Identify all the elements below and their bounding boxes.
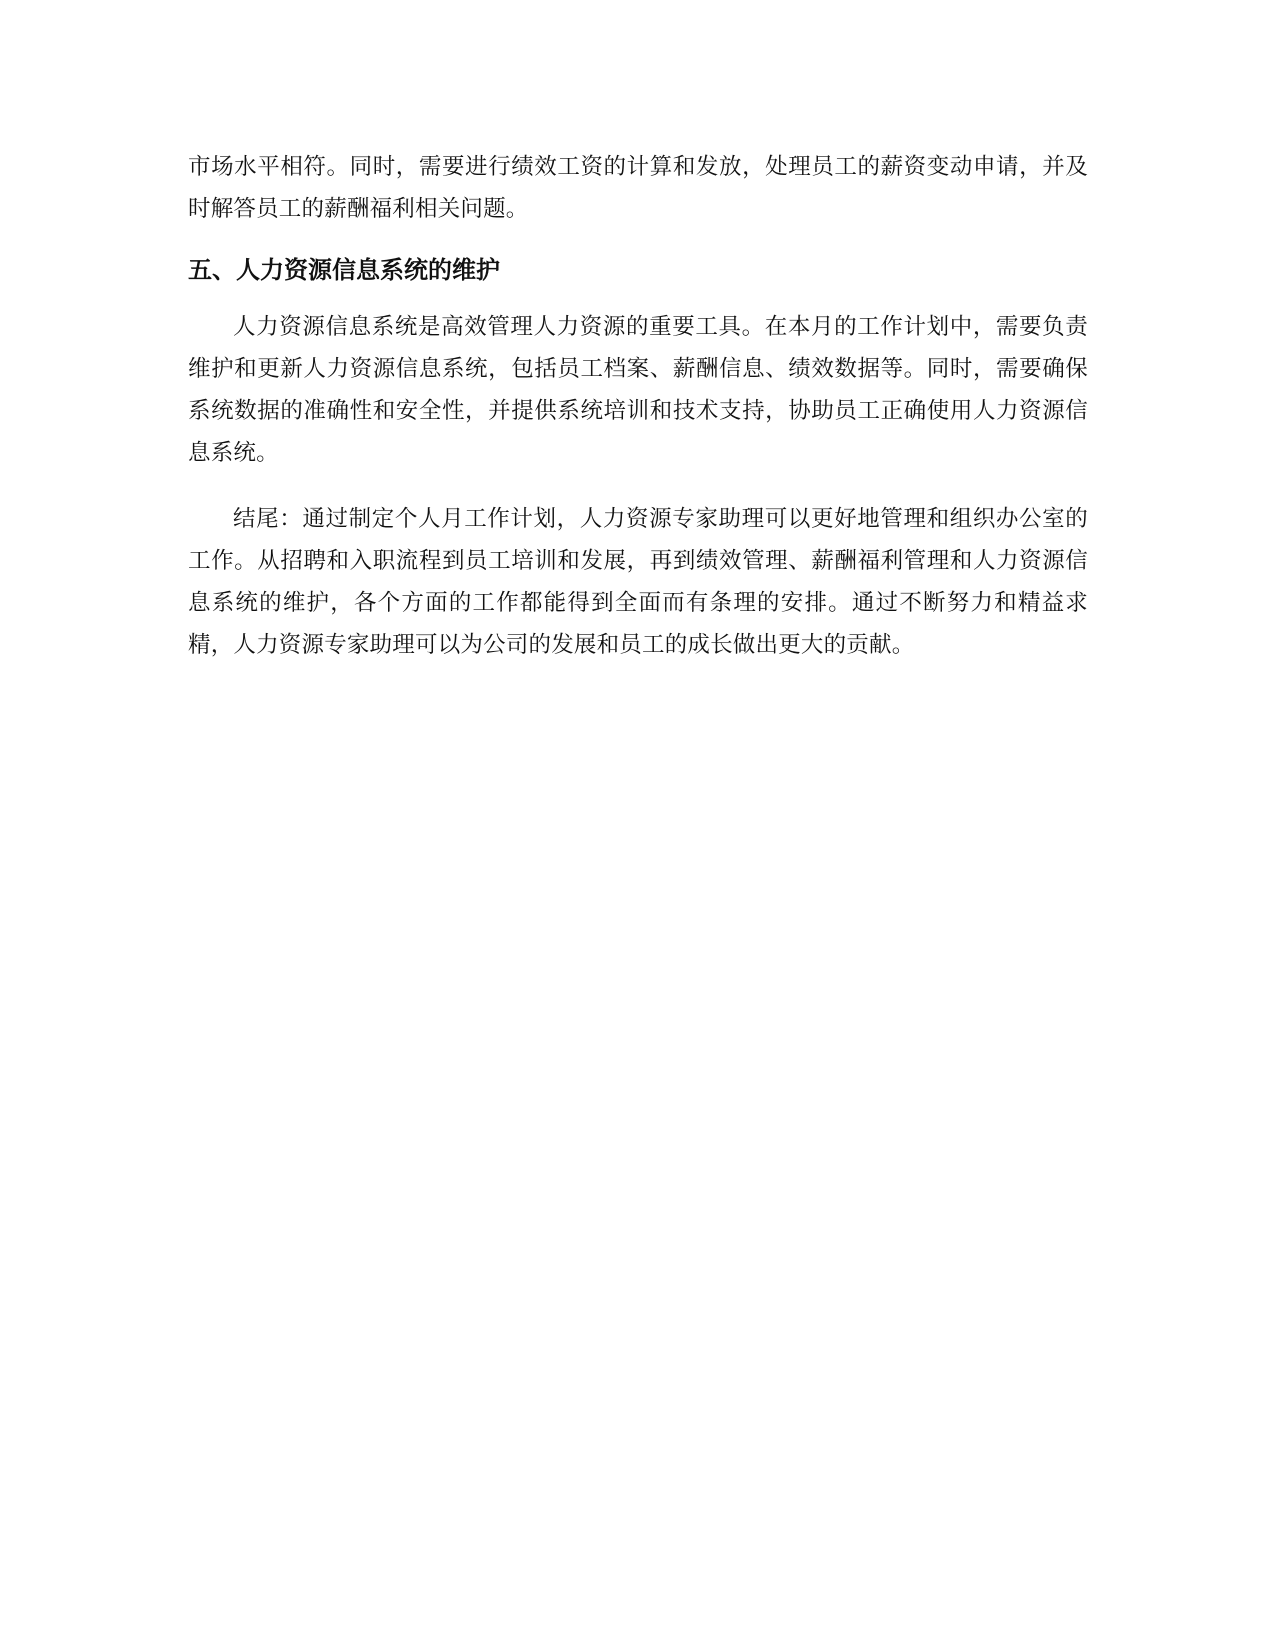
section-heading-hris-maintenance: 五、人力资源信息系统的维护: [188, 256, 500, 284]
paragraph-conclusion: 结尾：通过制定个人月工作计划，人力资源专家助理可以更好地管理和组织办公室的工作。从招聘和入职流程到员工培训和发展，再到绩效管理、薪酬福利管理和人力资源信息系统的维护，各个方面的工作都能得到全面而有条理的安排。通过不断努力和精益求精，人力资源专家助理可以为公司的发展和员工的成长做出更大的贡献。: [188, 506, 1088, 658]
document-content: [188, 146, 1088, 666]
paragraph-hris-maintenance: 人力资源信息系统是高效管理人力资源的重要工具。在本月的工作计划中，需要负责维护和更新人力资源信息系统，包括员工档案、薪酬信息、绩效数据等。同时，需要确保系统数据的准确性和安全性，并提供系统培训和技术支持，协助员工正确使用人力资源信息系统。: [188, 314, 1088, 466]
paragraph-compensation-continuation: 市场水平相符。同时，需要进行绩效工资的计算和发放，处理员工的薪资变动申请，并及时解答员工的薪酬福利相关问题。: [188, 154, 1088, 222]
